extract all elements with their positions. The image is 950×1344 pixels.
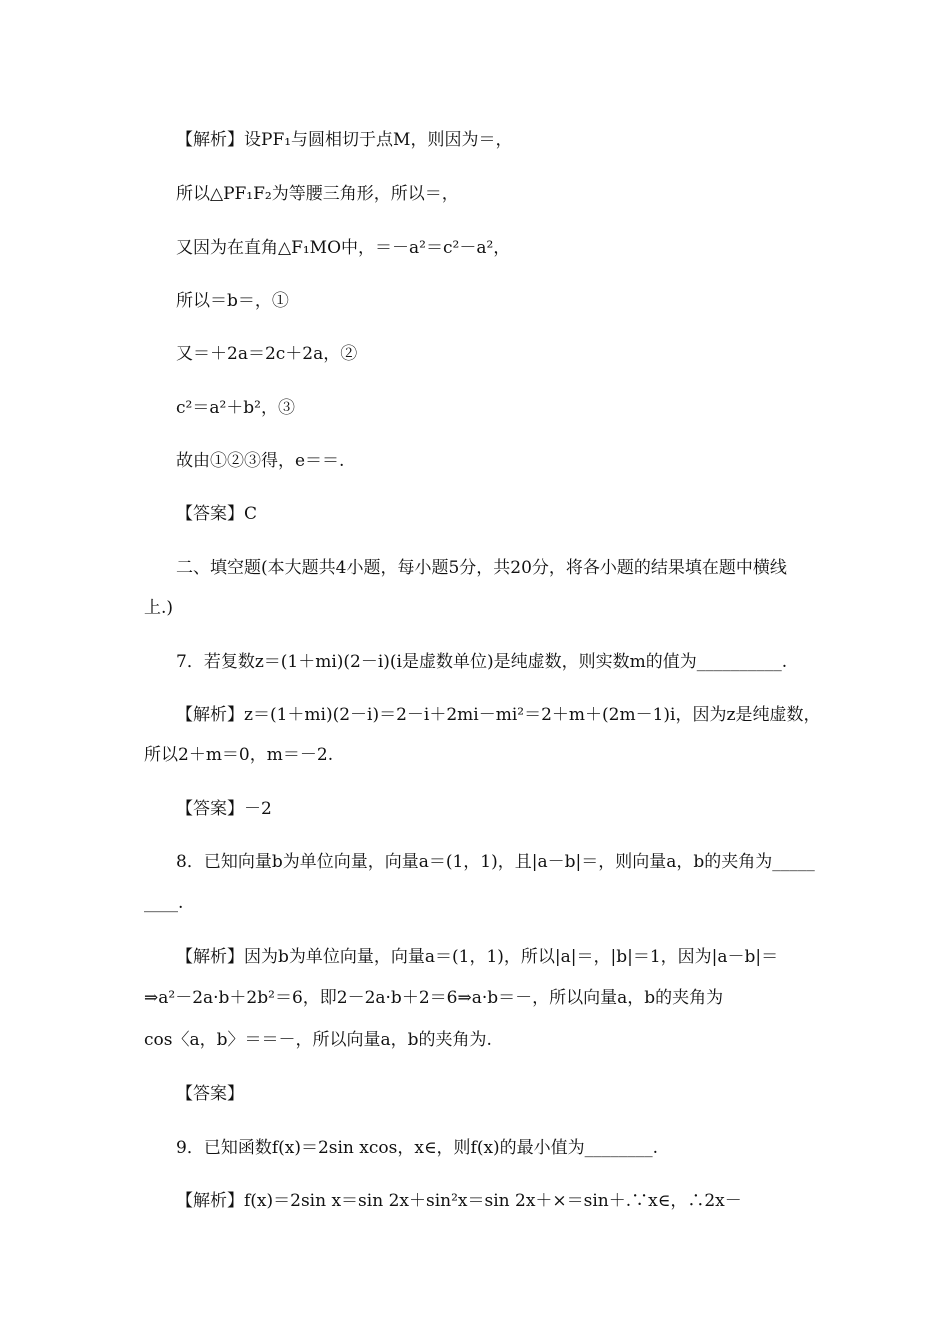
question-9: 9．已知函数f(x)＝2sin xcos，x∈，则f(x)的最小值为________.	[176, 1138, 659, 1158]
solution-7-line-1: 【解析】z＝(1＋mi)(2－i)＝2－i＋2mi－mi²＝2＋m＋(2m－1)i，因为z是纯虚数，	[176, 705, 821, 725]
solution-7-line-2: 所以2＋m＝0，m＝－2.	[144, 745, 334, 765]
answer-7: 【答案】－2	[176, 799, 272, 819]
section-heading-cont: 上.)	[144, 598, 174, 618]
solution-8-line-1: 【解析】因为b为单位向量，向量a＝(1，1)，所以|a|＝，|b|＝1，因为|a－b|＝	[176, 947, 779, 967]
solution-line-7: 故由①②③得，e＝＝.	[176, 451, 345, 471]
answer-6: 【答案】C	[176, 504, 258, 524]
question-8-cont: ____.	[144, 893, 184, 913]
solution-line-4: 所以＝b＝，①	[176, 291, 289, 311]
solution-8-line-2: ⇒a²－2a·b＋2b²＝6，即2－2a·b＋2＝6⇒a·b＝－，所以向量a，b的夹角为	[144, 988, 724, 1008]
solution-9-line-1: 【解析】f(x)＝2sin x＝sin 2x＋sin²x＝sin 2x＋×＝sin＋.∵x∈，∴2x－	[176, 1191, 742, 1211]
solution-line-3: 又因为在直角△F₁MO中，＝－a²＝c²－a²，	[176, 238, 511, 258]
solution-line-2: 所以△PF₁F₂为等腰三角形，所以＝，	[176, 184, 459, 204]
section-heading: 二、填空题(本大题共4小题，每小题5分，共20分，将各小题的结果填在题中横线	[176, 558, 787, 578]
answer-8: 【答案】	[176, 1084, 244, 1104]
question-7: 7．若复数z＝(1＋mi)(2－i)(i是虚数单位)是纯虚数，则实数m的值为__________.	[176, 652, 788, 672]
solution-line-5: 又＝＋2a＝2c＋2a，②	[176, 344, 358, 364]
solution-line-1: 【解析】设PF₁与圆相切于点M，则因为＝，	[176, 130, 513, 150]
question-8: 8．已知向量b为单位向量，向量a＝(1，1)，且|a－b|＝，则向量a，b的夹角为_____	[176, 852, 815, 872]
solution-line-6: c²＝a²＋b²，③	[176, 398, 295, 418]
solution-8-line-3: cos〈a，b〉＝＝－，所以向量a，b的夹角为.	[144, 1030, 492, 1050]
